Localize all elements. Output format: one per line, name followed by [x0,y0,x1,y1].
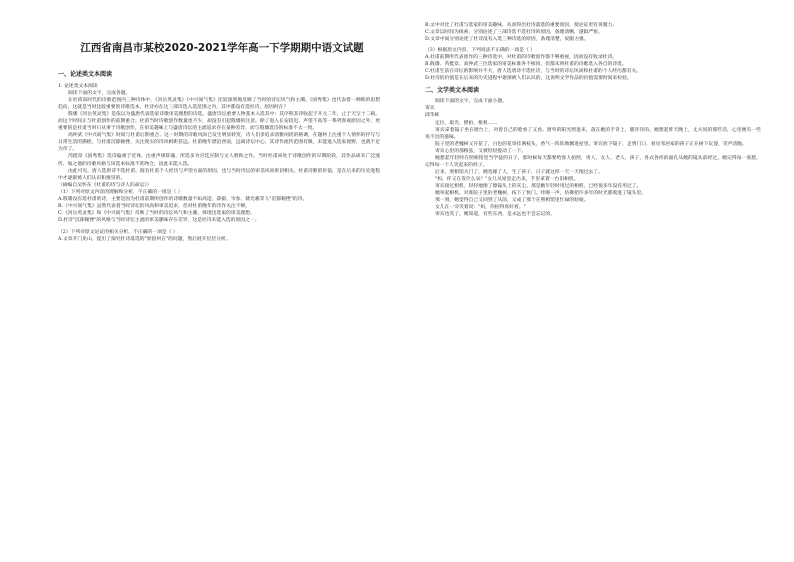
option[interactable]: A.杜甫前期所代表创作的三种诗选中，对杜甫的诗歌创作都不够重视，因而没有收录杜诗。 [425,55,618,61]
source-note: （摘编自吴怀东《杜甫的诗与诗人的命运》） [58,182,152,188]
story-paragraph: 她想起年轻时在照相馆里当学徒的日子，那时候每天都要给客人拍照，男人、女人、老人、孩子，各式各样的面孔从她的镜头前经过。她记得每一张脸，记得每一个人笑起来的样子。 [425,155,761,168]
question-1: （1）下列对原文内容的理解和分析，不正确的一项是（ ） [58,189,183,195]
story-paragraph: 寄宾接过相机，轻轻地擦了擦镜头上的灰尘。那是她年轻时用过的相机，已经很多年没有用过了。 [435,183,642,189]
option[interactable]: D.杜诗"沉郁顿挫"的风格与当时诗坛主流的审美趣味存在差异，这是杜诗未能入选的原因之一。 [58,217,260,223]
option[interactable]: D.杜诗的价值是在后来的历史进程中逐渐被人们认识的，这说明文学作品的价值需要时间来检验。 [425,76,632,82]
story-paragraph: 寄宾也笑了。她知道，有些东西，是永远也不会忘记的。 [435,212,555,218]
story-paragraph: 她举起相机，对准院子里的老槐树，按下了快门。咔嚓一声，仿佛把许多年的时光都收进了镜头里。 [435,190,647,196]
section1-heading: 一、论述类文本阅读 [58,71,113,78]
option[interactable]: C.《河岳英灵集》和《中兴间气集》反映了当时的诗坛风气和主潮，体现出选家的审美理想。 [58,210,255,216]
right-body [425,22,761,218]
story-paragraph: "妈，你又在发什么呆？"女儿从屋里走出来，手里拿着一台旧相机。 [435,176,579,182]
option[interactable]: C.文章以时间为线索，分别论述了三部诗选不选杜诗的原因，条理清晰，逻辑严密。 [425,30,603,36]
option[interactable]: B.文中对比了杜甫与选家的审美趣味，从而得出杜诗落选的重要原因，使论证更有说服力。 [425,23,618,28]
paragraph: 由此可见，唐人选唐诗不选杜甫，既有杜甫个人经历与声望方面的原因，也与当时诗坛的审美风尚密切相关。杜甫诗歌的价值，是在后来的历史进程中才逐渐被人们认识和推崇的。 [58,168,380,181]
story-paragraph: 寄宾拿着镜子坐在窗台上，对着自己的脸看了又看。窗外的阳光照进来，落在她的手背上，暖洋洋的。她想起昨天晚上，丈夫说的那些话，心里便有一些说不出的滋味。 [425,127,761,140]
paragraph: 在杜甫南时代的诗歌范围内三种诗体中，《河岳英灵集》《中兴间气集》比较深刻地反映了当时的诗坛风气和主潮。《国秀集》也代表着一种新的思想趋向，这就是当时比较重要的诗歌选本，杜诗亦在这三部诗选入选范围之内，其中都没有选杜诗，原因何在？ [58,98,380,111]
paragraph: 高仲武《中兴间气集》时间与杜甫后期重合。这一时期的诗歌风尚已发生明显转变，诗人们多追求清雅闲淡的格调，在题材上注重个人情怀的抒写与日常生活的描绘，与杜甫沉郁顿挫、关注现实的诗风相距甚远。杜甫晚年漂泊西南，远离诗坛中心，其诗作流传范围有限，未能进入选家视野，也就不足为奇了。 [58,133,380,153]
story-paragraph: 定位、取光、摆拍、框机…… [435,120,498,126]
left-body [58,70,380,243]
option[interactable]: B.《中兴间气集》虽然代表着当时诗坛的风尚和审美追求，但对杜甫晚年的诗作关注不够。 [58,203,251,209]
paragraph: 芮挺章《国秀集》选诗偏重于近体，注重声律辞藻，所选多为宫廷应制与文人唱和之作。当时杜甫尚处于诗歌创作的早期阶段，其作品尚未广泛流传，加之他的诗歌风格与该选本标准不甚吻合，因此未能入选。 [58,154,380,167]
option[interactable]: D.文章中间分别论述了杜诗没有入选三种诗选的原因，条理清楚，说服力强。 [425,37,589,43]
part1-intro: 阅读下面的文字，完成各题。 [68,91,131,97]
part2-intro: 阅读下面的文字，完成下面小题。 [435,99,507,105]
option[interactable]: C.杜甫生前在诗坛的影响并不大，唐人选唐诗不选杜诗，与当时的诗坛风尚和杜甫的个人经历都有关。 [425,69,642,75]
question-2: （2）下列对原文论证的相关分析，不正确的一项是（ ） [58,229,178,235]
paragraph: 殷璠《河岳英灵集》是依以为盛唐代表选家诗歌审美理想的诗选。盛唐诗坛重要人物基本入选其中：其序称其诗收起于开元二年，止于天宝十二载。而这个时间正与杜甫创作的前期重合。杜甫当时诗歌创作数量也不少，却没有引起殷璠的注意。除了进入长安较迟、声望不高等一系列客观原因之外，更重要的是杜甫当时只从事于诗歌创作，在审美趣味上与盛唐诗坛的主流追求存在某种差异，而与殷璠选诗的标准不太一致。 [58,112,380,132]
story-paragraph: 那一刻，她觉得自己又回到了从前，又成了那个在照相馆里忙碌的姑娘。 [435,198,589,204]
story-paragraph: 院子里的老槐树又开花了，白色的花串挂满枝头，香气一阵阵地飘进屋里。寄宾放下镜子，走到门口，看见邻居家的孩子正在树下玩耍，笑声清脆。 [435,141,747,147]
option[interactable]: A.文章开门见山，提出了探究杜诗落选的"原因何在"的问题，然后展开层层分析。 [58,236,231,242]
document-title: 江西省南昌市某校2020-2021学年高一下学期期中语文试题 [80,42,364,54]
question-3: （3）根据原文内容，下列说法不正确的一项是（ ） [425,48,536,54]
option[interactable]: B.殷璠、芮挺章、高仲武三位选家的审美标准各不相同，但都未将杜甫的诗歌选入各自的诗选。 [425,62,627,68]
story-title: 寄宾 [425,106,435,112]
section2-heading: 二、文学类文本阅读 [425,87,480,95]
story-paragraph: 后来，照相馆关门了，她也嫁了人，生了孩子，日子就这样一天一天地过去了。 [435,169,603,175]
part1-heading: 1. 论述类文本阅读 [58,84,98,89]
story-author: 邱华栋 [425,113,440,119]
story-paragraph: 寄宾心里的那根弦，又被轻轻拨动了一下。 [435,148,527,154]
story-paragraph: 女儿在一旁笑着说："妈，你拍得真好看。" [435,205,526,211]
option[interactable]: A.殷璠没有选杜甫的诗，主要是因为杜甫前期所创作的诗歌数量不如高适、薛据、岑参、储光羲等人"沉郁顿挫"的诗。 [58,196,308,202]
